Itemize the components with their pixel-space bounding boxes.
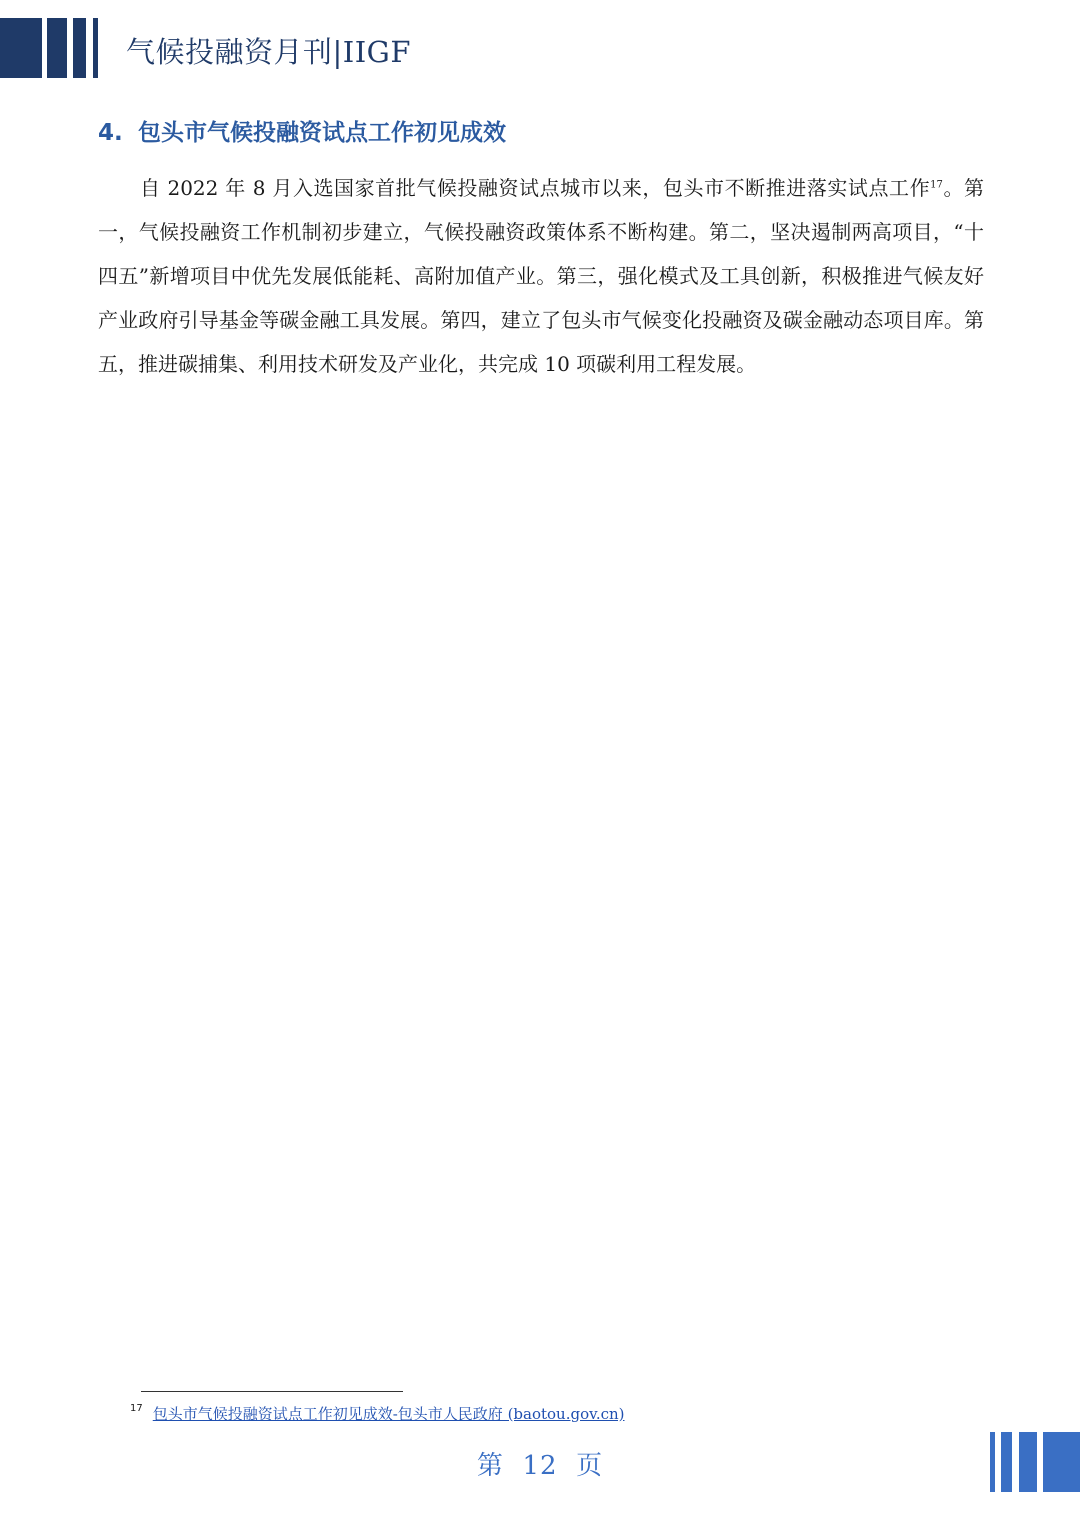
footnote-number: 17 bbox=[130, 1403, 143, 1414]
footer-stripe bbox=[990, 1432, 995, 1492]
footer-stripes-decoration bbox=[988, 1432, 1080, 1492]
footnote-reference[interactable]: 17 bbox=[930, 179, 943, 191]
section-heading bbox=[98, 114, 506, 147]
footnote bbox=[130, 1403, 625, 1424]
section-title: 包头市气候投融资试点工作初见成效 bbox=[138, 120, 506, 146]
header-stripes-decoration bbox=[0, 18, 110, 78]
paragraph-text-part1: 自 2022 年 8 月入选国家首批气候投融资试点城市以来，包头市不断推进落实试点工作 bbox=[140, 176, 931, 200]
footer-stripe bbox=[1019, 1432, 1037, 1492]
footnote-source-link[interactable]: 包头市气候投融资试点工作初见成效-包头市人民政府 (baotou.gov.cn) bbox=[152, 1405, 625, 1423]
header-stripe bbox=[73, 18, 86, 78]
footer-stripe bbox=[1001, 1432, 1012, 1492]
section-number: 4. bbox=[98, 120, 123, 146]
footer-stripe bbox=[1043, 1432, 1080, 1492]
paragraph-text-part2: 。第一，气候投融资工作机制初步建立，气候投融资政策体系不断构建。第二，坚决遏制两高项目，“十四五”新增项目中优先发展低能耗、高附加值产业。第三，强化模式及工具创新，积极推进气候友好产业政府引导基金等碳金融工具发展。第四，建立了包头市气候变化投融资及碳金融动态项目库。第五，推进碳捕集、利用技术研发及产业化，共完成 10 项碳利用工程发展。 bbox=[98, 176, 985, 376]
page-number: 第 12 页 bbox=[476, 1451, 604, 1481]
header-stripe bbox=[47, 18, 67, 78]
body-paragraph bbox=[98, 166, 984, 386]
publication-title: 气候投融资月刊|IIGF bbox=[126, 35, 411, 69]
footnote-divider bbox=[141, 1391, 403, 1392]
header-stripe bbox=[0, 18, 42, 78]
header-stripe bbox=[93, 18, 98, 78]
